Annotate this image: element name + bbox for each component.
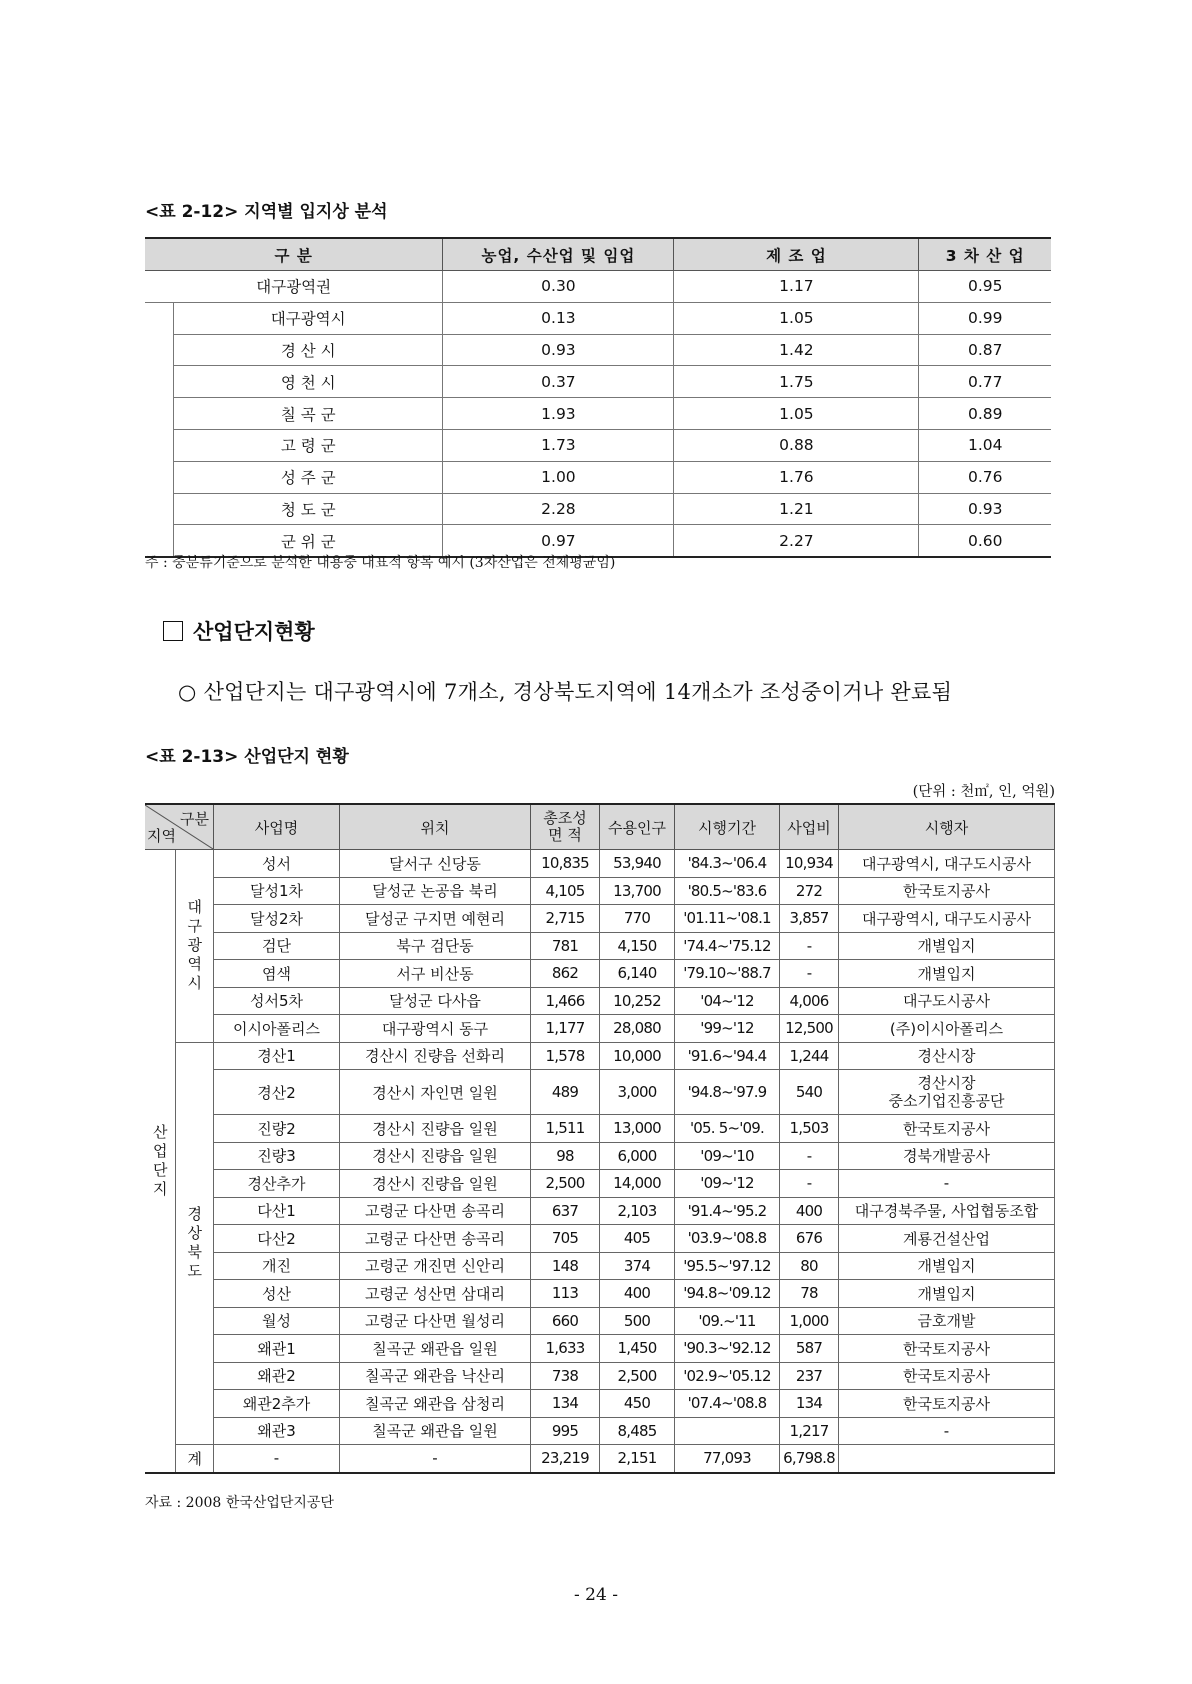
mfg-cell: 1.75 [674, 366, 919, 398]
area-cell: 1,578 [531, 1042, 600, 1070]
table-row [145, 1042, 1055, 1070]
location-cell: 경산시 진량읍 일원 [340, 1115, 531, 1143]
region-cell: 대구광역권 [145, 271, 443, 303]
cost-cell: 134 [780, 1390, 839, 1418]
population-cell: 14,000 [600, 1170, 675, 1198]
cost-cell: 237 [780, 1362, 839, 1390]
location-cell: 경산시 진량읍 일원 [340, 1170, 531, 1198]
cost-cell: 12,500 [780, 1015, 839, 1043]
section-title: 산업단지현황 [193, 619, 315, 644]
table-row [145, 1390, 1055, 1418]
project-cell: 성산 [214, 1280, 340, 1308]
table-row [145, 1335, 1055, 1363]
operator-cell: 금호개발 [839, 1307, 1055, 1335]
table-row [145, 1015, 1055, 1043]
region-cell: 영 천 시 [174, 366, 443, 398]
location-quotient-table [145, 237, 1051, 558]
project-cell: 성서 [214, 850, 340, 878]
diag-top-label: 구분 [180, 810, 209, 828]
operator-cell: - [839, 1417, 1055, 1445]
checkbox-square-icon [163, 621, 183, 641]
operator-cell: 경산시장 [839, 1042, 1055, 1070]
location-cell: 고령군 다산면 송곡리 [340, 1225, 531, 1253]
outer-group-cell: 산 업 단 지 [145, 850, 176, 1473]
table-row [145, 1252, 1055, 1280]
population-cell: 13,700 [600, 877, 675, 905]
location-cell: 고령군 성산면 삼대리 [340, 1280, 531, 1308]
area-cell: 10,835 [531, 850, 600, 878]
table-row [145, 271, 1051, 303]
bullet-text: ○ 산업단지는 대구광역시에 7개소, 경상북도지역에 14개소가 조성중이거나 완료됨 [178, 680, 953, 704]
population-cell: 500 [600, 1307, 675, 1335]
project-cell: 검단 [214, 932, 340, 960]
population-cell: 2,151 [600, 1445, 675, 1473]
diagonal-header [145, 804, 214, 850]
area-cell: 1,177 [531, 1015, 600, 1043]
period-cell: '91.6~'94.4 [675, 1042, 780, 1070]
location-cell: 서구 비산동 [340, 960, 531, 988]
area-cell: 738 [531, 1362, 600, 1390]
location-cell: 칠곡군 왜관읍 일원 [340, 1417, 531, 1445]
operator-cell: 개별입지 [839, 1280, 1055, 1308]
project-cell: 진량3 [214, 1142, 340, 1170]
operator-cell: 경북개발공사 [839, 1142, 1055, 1170]
tertiary-cell: 0.99 [919, 302, 1051, 334]
header-area: 총조성 면 적 [531, 804, 600, 850]
tertiary-cell: 0.60 [919, 525, 1051, 557]
period-cell: '95.5~'97.12 [675, 1252, 780, 1280]
project-cell: 다산2 [214, 1225, 340, 1253]
population-cell: 6,140 [600, 960, 675, 988]
period-cell: '90.3~'92.12 [675, 1335, 780, 1363]
agri-cell: 0.97 [443, 525, 674, 557]
region-cell: 대구광역시 [174, 302, 443, 334]
cost-cell: - [780, 932, 839, 960]
population-cell: 28,080 [600, 1015, 675, 1043]
header-location: 위치 [340, 804, 531, 850]
area-cell: 781 [531, 932, 600, 960]
table-row [145, 932, 1055, 960]
region-cell: 칠 곡 군 [174, 398, 443, 430]
table-row [145, 1070, 1055, 1115]
mfg-cell: 1.42 [674, 334, 919, 366]
period-cell: '74.4~'75.12 [675, 932, 780, 960]
area-cell: 23,219 [531, 1445, 600, 1473]
table-row [145, 398, 1051, 430]
header-operator: 시행자 [839, 804, 1055, 850]
tertiary-cell: 0.87 [919, 334, 1051, 366]
agri-cell: 0.37 [443, 366, 674, 398]
project-cell: 경산1 [214, 1042, 340, 1070]
region-cell: 군 위 군 [174, 525, 443, 557]
project-cell: 왜관2추가 [214, 1390, 340, 1418]
period-cell: '09.~'11 [675, 1307, 780, 1335]
operator-cell: 대구광역시, 대구도시공사 [839, 850, 1055, 878]
location-cell: 달서구 신당동 [340, 850, 531, 878]
location-cell: 달성군 논공읍 북리 [340, 877, 531, 905]
header-period: 시행기간 [675, 804, 780, 850]
population-cell: 8,485 [600, 1417, 675, 1445]
table-row [145, 461, 1051, 493]
agri-cell: 0.30 [443, 271, 674, 303]
period-cell: '02.9~'05.12 [675, 1362, 780, 1390]
project-cell: 성서5차 [214, 987, 340, 1015]
agri-cell: 2.28 [443, 493, 674, 525]
period-cell: '01.11~'08.1 [675, 905, 780, 933]
tertiary-cell: 0.76 [919, 461, 1051, 493]
population-cell: 770 [600, 905, 675, 933]
area-cell: 1,511 [531, 1115, 600, 1143]
period-cell: '79.10~'88.7 [675, 960, 780, 988]
cost-cell: 1,503 [780, 1115, 839, 1143]
period-cell: '05. 5~'09. [675, 1115, 780, 1143]
cost-cell: 272 [780, 877, 839, 905]
header-manufacturing: 제 조 업 [674, 238, 919, 271]
header-agriculture: 농업, 수산업 및 임업 [443, 238, 674, 271]
operator-cell: 한국토지공사 [839, 1115, 1055, 1143]
header-category: 구 분 [145, 238, 443, 271]
table-row [145, 850, 1055, 878]
population-cell: 10,000 [600, 1042, 675, 1070]
cost-cell: 540 [780, 1070, 839, 1115]
period-cell: '80.5~'83.6 [675, 877, 780, 905]
agri-cell: 1.00 [443, 461, 674, 493]
tertiary-cell: 0.89 [919, 398, 1051, 430]
project-cell: 왜관1 [214, 1335, 340, 1363]
agri-cell: 1.93 [443, 398, 674, 430]
mfg-cell: 1.05 [674, 302, 919, 334]
table-row [145, 1417, 1055, 1445]
area-cell: 98 [531, 1142, 600, 1170]
cost-cell: 676 [780, 1225, 839, 1253]
project-cell: 경산추가 [214, 1170, 340, 1198]
table-row [145, 877, 1055, 905]
area-cell: 705 [531, 1225, 600, 1253]
operator-cell: 계룡건설산업 [839, 1225, 1055, 1253]
location-cell: 고령군 개진면 신안리 [340, 1252, 531, 1280]
cost-cell: 80 [780, 1252, 839, 1280]
area-cell: 995 [531, 1417, 600, 1445]
operator-cell: 개별입지 [839, 932, 1055, 960]
cost-cell: - [780, 1142, 839, 1170]
mfg-cell: 1.76 [674, 461, 919, 493]
agri-cell: 0.13 [443, 302, 674, 334]
project-cell: 진량2 [214, 1115, 340, 1143]
table-row [145, 987, 1055, 1015]
location-cell: 경산시 진량읍 선화리 [340, 1042, 531, 1070]
period-cell: '99~'12 [675, 1015, 780, 1043]
operator-cell: 경산시장 중소기업진흥공단 [839, 1070, 1055, 1115]
area-cell: 4,105 [531, 877, 600, 905]
period-cell [675, 1417, 780, 1445]
table-row [145, 429, 1051, 461]
area-cell: 1,466 [531, 987, 600, 1015]
project-cell: 달성2차 [214, 905, 340, 933]
population-cell: 10,252 [600, 987, 675, 1015]
header-project: 사업명 [214, 804, 340, 850]
table-2-13-caption: <표 2-13> 산업단지 현황 [145, 747, 349, 767]
operator-cell: 대구광역시, 대구도시공사 [839, 905, 1055, 933]
tertiary-cell: 0.95 [919, 271, 1051, 303]
header-population: 수용인구 [600, 804, 675, 850]
cost-cell: 3,857 [780, 905, 839, 933]
location-cell: 경산시 자인면 일원 [340, 1070, 531, 1115]
mfg-cell: 1.05 [674, 398, 919, 430]
table-row [145, 1225, 1055, 1253]
period-cell: '94.8~'09.12 [675, 1280, 780, 1308]
mfg-cell: 1.21 [674, 493, 919, 525]
operator-cell: 개별입지 [839, 960, 1055, 988]
project-cell: 왜관2 [214, 1362, 340, 1390]
table-row [145, 366, 1051, 398]
population-cell: 1,450 [600, 1335, 675, 1363]
mfg-cell: 0.88 [674, 429, 919, 461]
unit-note: (단위 : 천㎡, 인, 억원) [912, 784, 1055, 800]
area-cell: 2,500 [531, 1170, 600, 1198]
location-cell: 대구광역시 동구 [340, 1015, 531, 1043]
period-cell: 77,093 [675, 1445, 780, 1473]
area-cell: 2,715 [531, 905, 600, 933]
project-cell: 염색 [214, 960, 340, 988]
area-cell: 134 [531, 1390, 600, 1418]
cost-cell: 78 [780, 1280, 839, 1308]
operator-cell: 한국토지공사 [839, 1390, 1055, 1418]
table-2-12-note: 주 : 중분류기준으로 분석한 내용중 대표적 항목 예시 (3차산업은 전체평균임) [145, 555, 616, 571]
period-cell: '91.4~'95.2 [675, 1197, 780, 1225]
project-cell: 개진 [214, 1252, 340, 1280]
population-cell: 53,940 [600, 850, 675, 878]
region-cell: 성 주 군 [174, 461, 443, 493]
total-row [145, 1445, 1055, 1473]
page-number: - 24 - [574, 1585, 618, 1605]
tertiary-cell: 1.04 [919, 429, 1051, 461]
mfg-cell: 1.17 [674, 271, 919, 303]
population-cell: 4,150 [600, 932, 675, 960]
region-cell: 고 령 군 [174, 429, 443, 461]
population-cell: 374 [600, 1252, 675, 1280]
population-cell: 6,000 [600, 1142, 675, 1170]
table-row [145, 1362, 1055, 1390]
table-row [145, 1142, 1055, 1170]
cost-cell: 1,217 [780, 1417, 839, 1445]
population-cell: 450 [600, 1390, 675, 1418]
population-cell: 405 [600, 1225, 675, 1253]
cost-cell: 10,934 [780, 850, 839, 878]
population-cell: 3,000 [600, 1070, 675, 1115]
region-cell: 청 도 군 [174, 493, 443, 525]
location-cell: 고령군 다산면 월성리 [340, 1307, 531, 1335]
project-cell: - [214, 1445, 340, 1473]
period-cell: '03.9~'08.8 [675, 1225, 780, 1253]
location-cell: - [340, 1445, 531, 1473]
location-cell: 칠곡군 왜관읍 일원 [340, 1335, 531, 1363]
operator-cell: - [839, 1170, 1055, 1198]
area-cell: 148 [531, 1252, 600, 1280]
area-cell: 113 [531, 1280, 600, 1308]
period-cell: '04~'12 [675, 987, 780, 1015]
area-cell: 660 [531, 1307, 600, 1335]
diag-bottom-label: 지역 [147, 827, 176, 845]
operator-cell: 대구도시공사 [839, 987, 1055, 1015]
population-cell: 400 [600, 1280, 675, 1308]
header-cost: 사업비 [780, 804, 839, 850]
operator-cell [839, 1445, 1055, 1473]
table-row [145, 960, 1055, 988]
cost-cell: 6,798.8 [780, 1445, 839, 1473]
operator-cell: 대구경북주물, 사업협동조합 [839, 1197, 1055, 1225]
operator-cell: (주)이시아폴리스 [839, 1015, 1055, 1043]
table-row [145, 1307, 1055, 1335]
project-cell: 이시아폴리스 [214, 1015, 340, 1043]
project-cell: 왜관3 [214, 1417, 340, 1445]
operator-cell: 개별입지 [839, 1252, 1055, 1280]
area-cell: 637 [531, 1197, 600, 1225]
area-cell: 862 [531, 960, 600, 988]
table-row [145, 334, 1051, 366]
agri-cell: 1.73 [443, 429, 674, 461]
project-cell: 다산1 [214, 1197, 340, 1225]
location-cell: 북구 검단동 [340, 932, 531, 960]
total-label-cell: 계 [176, 1445, 214, 1473]
location-cell: 달성군 구지면 예현리 [340, 905, 531, 933]
cost-cell: - [780, 960, 839, 988]
location-cell: 고령군 다산면 송곡리 [340, 1197, 531, 1225]
group-gyeongbuk-cell: 경 상 북 도 [176, 1042, 214, 1445]
agri-cell: 0.93 [443, 334, 674, 366]
operator-cell: 한국토지공사 [839, 1362, 1055, 1390]
project-cell: 달성1차 [214, 877, 340, 905]
location-cell: 칠곡군 왜관읍 삼청리 [340, 1390, 531, 1418]
location-cell: 경산시 진량읍 일원 [340, 1142, 531, 1170]
operator-cell: 한국토지공사 [839, 1335, 1055, 1363]
table-row [145, 302, 1051, 334]
cost-cell: 400 [780, 1197, 839, 1225]
cost-cell: 1,244 [780, 1042, 839, 1070]
period-cell: '94.8~'97.9 [675, 1070, 780, 1115]
period-cell: '07.4~'08.8 [675, 1390, 780, 1418]
population-cell: 2,103 [600, 1197, 675, 1225]
tertiary-cell: 0.93 [919, 493, 1051, 525]
area-cell: 1,633 [531, 1335, 600, 1363]
tertiary-cell: 0.77 [919, 366, 1051, 398]
area-cell: 489 [531, 1070, 600, 1115]
cost-cell: 4,006 [780, 987, 839, 1015]
mfg-cell: 2.27 [674, 525, 919, 557]
table-2-12-caption: <표 2-12> 지역별 입지상 분석 [145, 202, 388, 222]
cost-cell: 1,000 [780, 1307, 839, 1335]
period-cell: '09~'10 [675, 1142, 780, 1170]
cost-cell: - [780, 1170, 839, 1198]
table-row [145, 1197, 1055, 1225]
location-cell: 칠곡군 왜관읍 낙산리 [340, 1362, 531, 1390]
table-row [145, 493, 1051, 525]
industrial-complex-table [145, 803, 1055, 1474]
header-tertiary: 3 차 산 업 [919, 238, 1051, 271]
operator-cell: 한국토지공사 [839, 877, 1055, 905]
location-cell: 달성군 다사읍 [340, 987, 531, 1015]
period-cell: '09~'12 [675, 1170, 780, 1198]
table-row [145, 905, 1055, 933]
group-daegu-cell: 대 구 광 역 시 [176, 850, 214, 1043]
table-row [145, 1170, 1055, 1198]
section-heading [163, 616, 315, 646]
table-row [145, 1280, 1055, 1308]
population-cell: 13,000 [600, 1115, 675, 1143]
population-cell: 2,500 [600, 1362, 675, 1390]
cost-cell: 587 [780, 1335, 839, 1363]
project-cell: 경산2 [214, 1070, 340, 1115]
table-row [145, 1115, 1055, 1143]
region-cell: 경 산 시 [174, 334, 443, 366]
source-note: 자료 : 2008 한국산업단지공단 [145, 1495, 334, 1511]
period-cell: '84.3~'06.4 [675, 850, 780, 878]
project-cell: 월성 [214, 1307, 340, 1335]
